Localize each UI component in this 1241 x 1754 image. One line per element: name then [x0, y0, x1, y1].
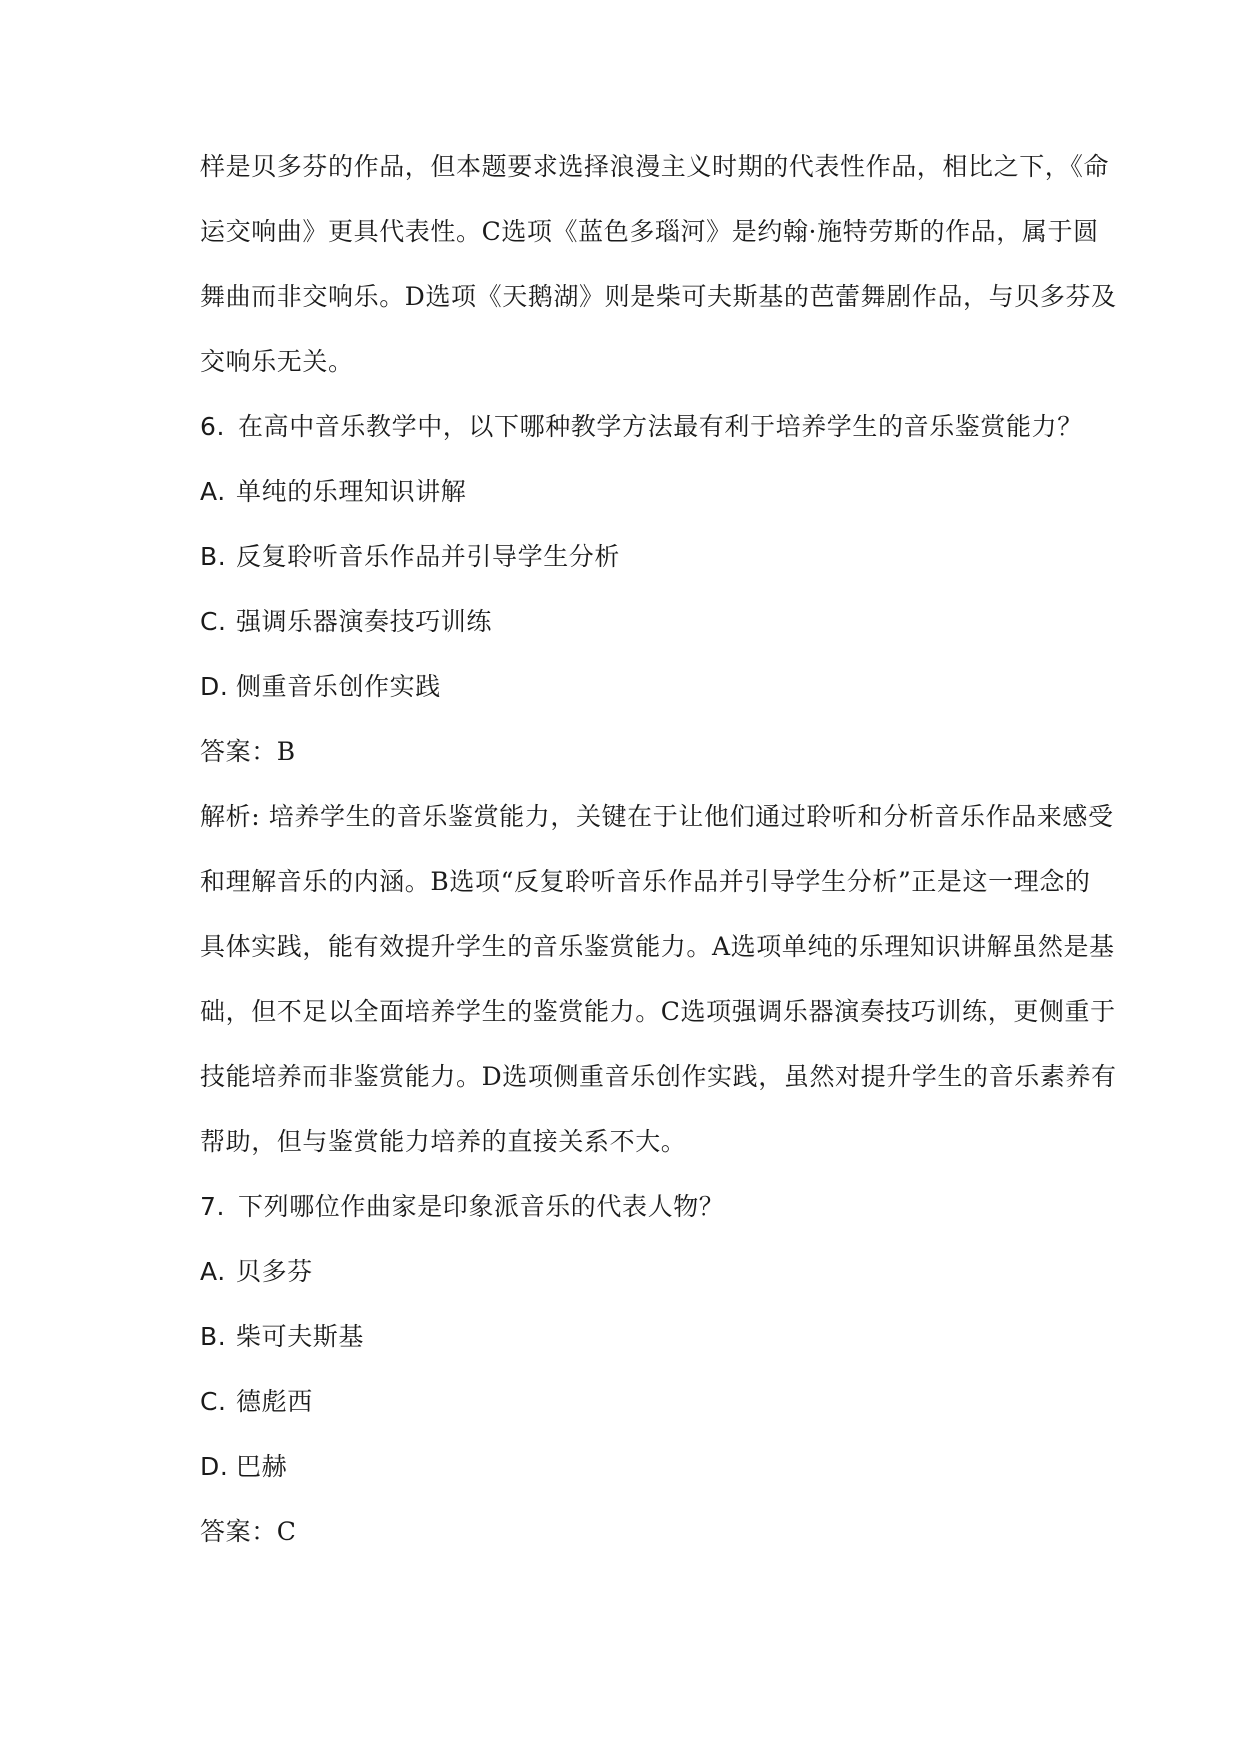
option-letter: C.	[200, 1387, 227, 1416]
option-text: 强调乐器演奏技巧训练	[236, 607, 493, 636]
explanation-line: 舞曲而非交响乐。D选项《天鹅湖》则是柴可夫斯基的芭蕾舞剧作品，与贝多芬及	[200, 282, 1117, 311]
option-text: 贝多芬	[236, 1257, 313, 1286]
option-letter: D.	[200, 672, 229, 701]
question-number: 6.	[200, 412, 226, 441]
option-letter: B.	[200, 1322, 227, 1351]
question-6	[200, 410, 1100, 444]
option-letter: A.	[200, 1257, 226, 1286]
explanation-line: 运交响曲》更具代表性。C选项《蓝色多瑙河》是约翰·施特劳斯的作品，属于圆	[200, 217, 1099, 246]
answer: 答案：C	[200, 1517, 297, 1546]
explanation-line: 样是贝多芬的作品，但本题要求选择浪漫主义时期的代表性作品，相比之下，《命	[200, 152, 1110, 181]
explanation-line: 技能培养而非鉴赏能力。D选项侧重音乐创作实践，虽然对提升学生的音乐素养有	[200, 1062, 1117, 1091]
explanation-line: 交响乐无关。	[200, 347, 354, 376]
option-letter: D.	[200, 1452, 229, 1481]
question-number: 7.	[200, 1192, 226, 1221]
option-text: 单纯的乐理知识讲解	[236, 477, 467, 506]
option-text: 柴可夫斯基	[236, 1322, 365, 1351]
explanation-line: 础，但不足以全面培养学生的鉴赏能力。C选项强调乐器演奏技巧训练，更侧重于	[200, 997, 1116, 1026]
option-c	[200, 605, 1100, 639]
option-a	[200, 1255, 1100, 1289]
option-a	[200, 475, 1100, 509]
question-7	[200, 1190, 1100, 1224]
option-letter: A.	[200, 477, 226, 506]
option-d	[200, 670, 1100, 704]
option-b	[200, 540, 1100, 574]
question-text: 在高中音乐教学中，以下哪种教学方法最有利于培养学生的音乐鉴赏能力？	[238, 412, 1083, 441]
option-b	[200, 1320, 1100, 1354]
explanation-line: 具体实践，能有效提升学生的音乐鉴赏能力。A选项单纯的乐理知识讲解虽然是基	[200, 932, 1115, 961]
option-letter: C.	[200, 607, 227, 636]
option-text: 巴赫	[236, 1452, 288, 1481]
option-text: 德彪西	[236, 1387, 313, 1416]
explanation-line: 和理解音乐的内涵。B选项“反复聆听音乐作品并引导学生分析”正是这一理念的	[200, 867, 1091, 896]
question-text: 下列哪位作曲家是印象派音乐的代表人物？	[238, 1192, 725, 1221]
option-d	[200, 1450, 1100, 1484]
answer: 答案：B	[200, 737, 296, 766]
explanation-line: 帮助，但与鉴赏能力培养的直接关系不大。	[200, 1127, 687, 1156]
option-letter: B.	[200, 542, 227, 571]
option-text: 反复聆听音乐作品并引导学生分析	[236, 542, 621, 571]
explanation-line: 解析: 培养学生的音乐鉴赏能力，关键在于让他们通过聆听和分析音乐作品来感受	[200, 802, 1114, 831]
option-text: 侧重音乐创作实践	[236, 672, 441, 701]
option-c	[200, 1385, 1100, 1419]
